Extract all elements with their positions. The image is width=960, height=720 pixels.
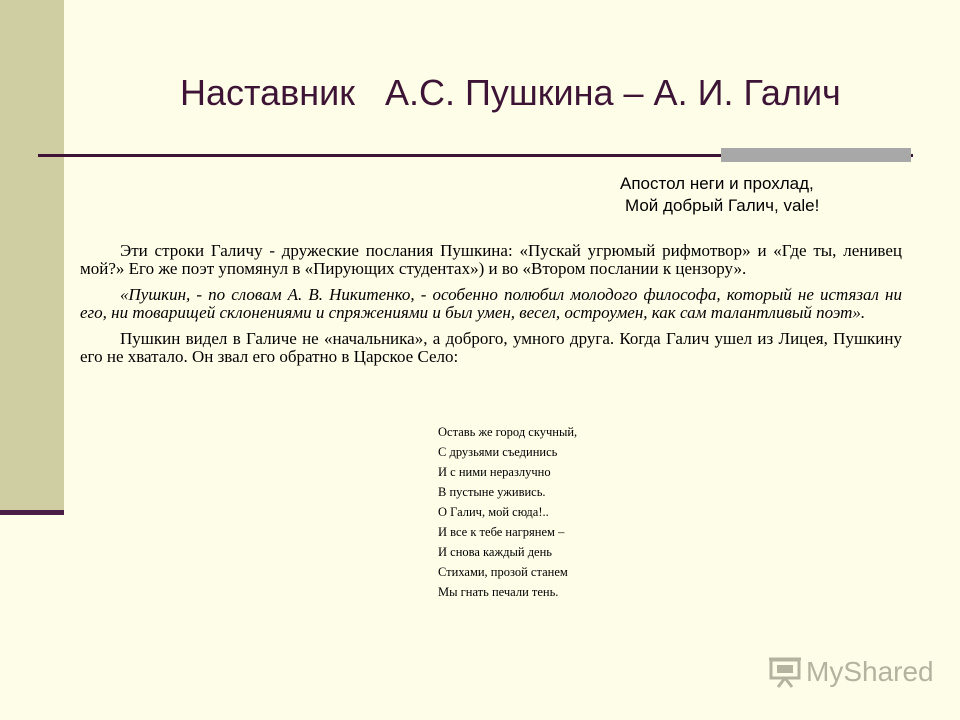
epigraph <box>620 173 819 217</box>
body-text <box>80 242 902 374</box>
verse-line: Оставь же город скучный, <box>438 425 578 439</box>
verse-line: И снова каждый день <box>438 545 552 559</box>
paragraph: Пушкин видел в Галиче не «начальника», а доброго, умного друга. Когда Галич ушел из Лицея, Пушкину его не хватало. Он звал его обратно в Царское Село: <box>80 329 902 366</box>
epigraph-line: Мой добрый Галич, vale! <box>625 196 820 215</box>
watermark-text: MyShared <box>806 656 934 687</box>
title-rule-accent <box>721 148 911 162</box>
verse-line: С друзьями съединись <box>438 445 558 459</box>
epigraph-line: Апостол неги и прохлад, <box>620 174 814 193</box>
watermark <box>768 656 934 688</box>
left-decor-band <box>0 0 64 513</box>
slideshow-logo-icon <box>768 656 802 688</box>
verse-line: Стихами, прозой станем <box>438 565 568 579</box>
left-accent-bar <box>0 510 64 515</box>
verse-line: И все к тебе нагрянем – <box>438 525 565 539</box>
paragraph: Эти строки Галичу - дружеские послания Пушкина: «Пускай угрюмый рифмотвор» и «Где ты, ленивец мой?» Его же поэт упомянул в «Пирующих студентах») и во «Втором послании к цензору». <box>80 241 902 278</box>
verse-line: В пустыне уживись. <box>438 485 546 499</box>
verse-line: И с ними неразлучно <box>438 465 551 479</box>
verse <box>438 422 577 602</box>
slide-title: Наставник А.С. Пушкина – А. И. Галич <box>180 72 841 113</box>
quote-paragraph: «Пушкин, - по словам А. В. Никитенко, - особенно полюбил молодого философа, который не истязал ни его, ни товарищей склонениями и спряжениями и был умен, весел, остроумен, как сам талантливый поэт». <box>80 285 902 322</box>
verse-line: О Галич, мой сюда!.. <box>438 505 549 519</box>
verse-line: Мы гнать печали тень. <box>438 585 559 599</box>
